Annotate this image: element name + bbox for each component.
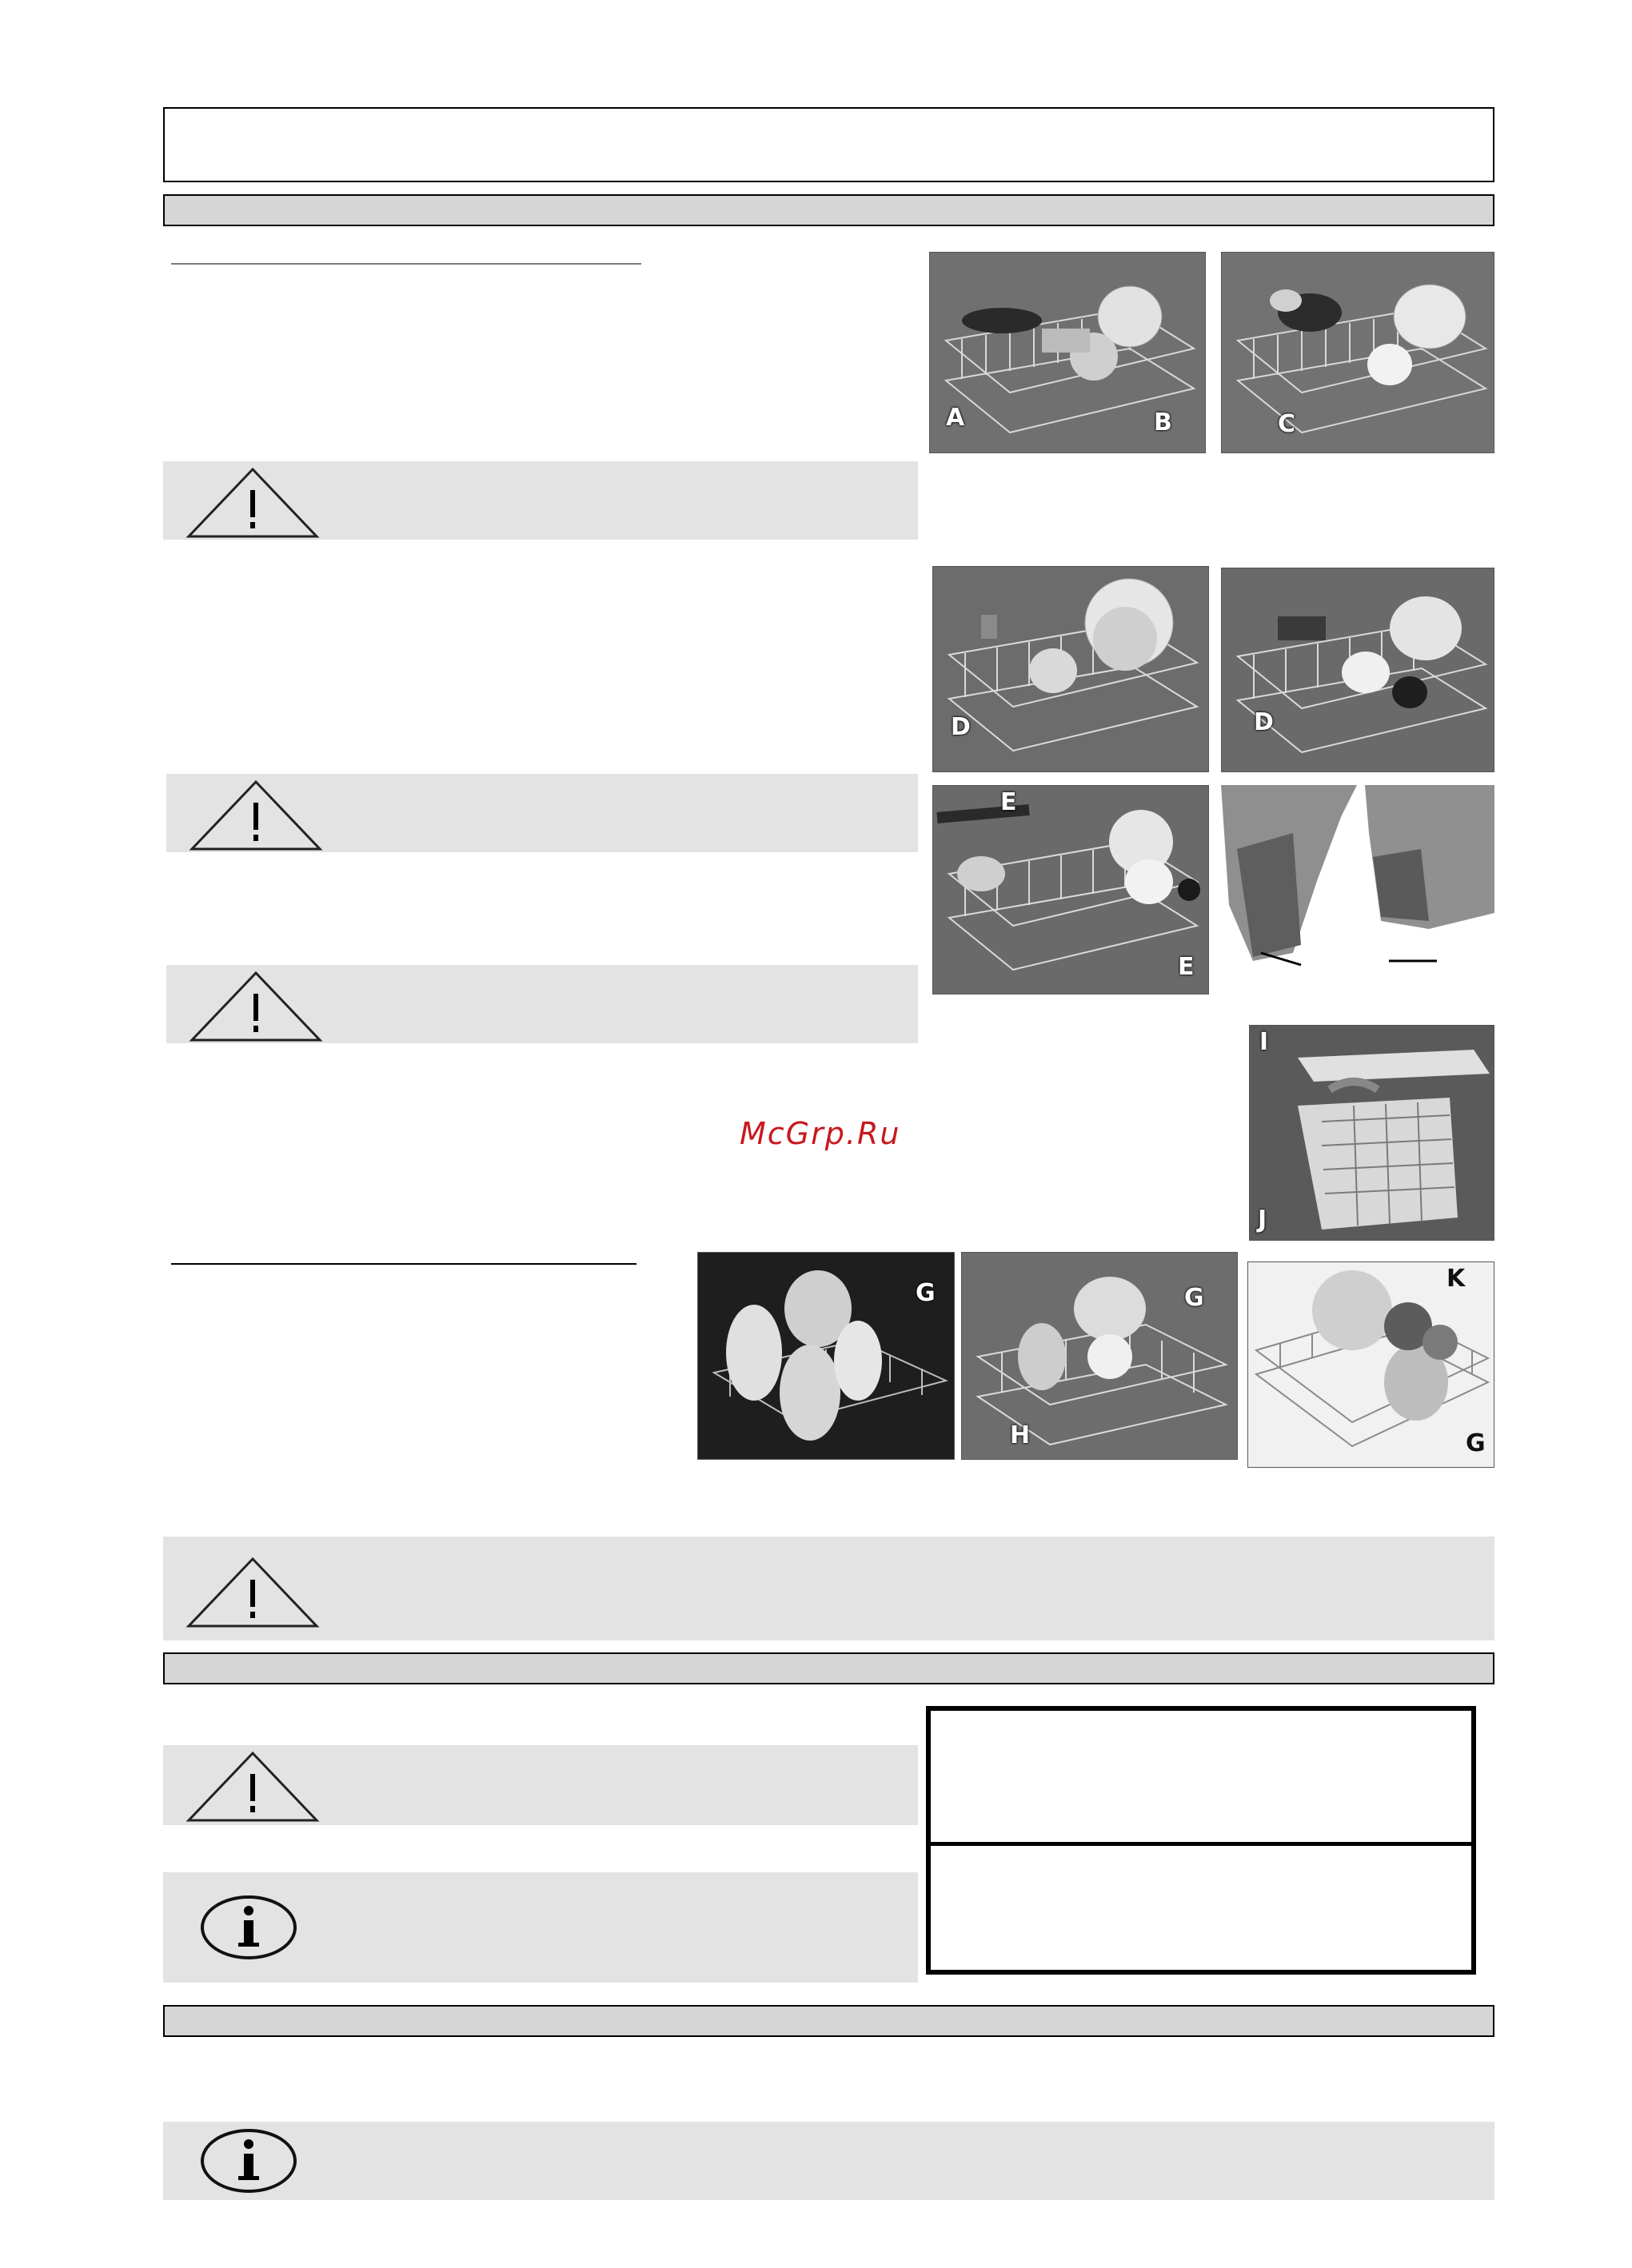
figure-label-d: D [1254,708,1274,736]
figure-label-d: D [951,713,971,741]
warning-triangle-icon [181,461,325,541]
warning-panel-2 [166,774,918,852]
figure-label-c: C [1278,410,1296,438]
info-panel-2 [163,2122,1494,2200]
warning-triangle-icon [181,1551,325,1631]
cutlery-basket-photo [1249,1025,1494,1241]
section-bar-1 [163,194,1494,226]
warning-panel-1 [163,461,918,540]
rack-photo-3 [932,566,1209,772]
figure-label-e-2: E [1178,953,1195,981]
figure-label-a: A [946,404,965,432]
figure-label-i: I [1259,1028,1269,1056]
warning-triangle-icon [184,774,328,854]
figure-label-g: G [916,1279,936,1307]
warning-triangle-icon [181,1745,325,1825]
info-panel-1 [163,1872,918,1983]
section-bar-2 [163,1652,1494,1684]
tine-detail-photo [1221,785,1494,994]
figure-label-k: K [1446,1265,1466,1293]
figure-label-g: G [1466,1429,1486,1457]
section-bar-3 [163,2005,1494,2037]
upper-rack-photo-3 [1247,1262,1494,1468]
table-divider [931,1842,1471,1846]
figure-label-g: G [1184,1284,1204,1312]
warning-panel-3 [166,965,918,1043]
page-header-box [163,107,1494,182]
subheading-rule-2 [171,1263,636,1265]
rack-photo-1 [929,252,1206,453]
info-icon [197,2125,301,2197]
warning-triangle-icon [184,965,328,1045]
subheading-rule-1 [171,263,641,265]
upper-rack-photo-1 [697,1252,955,1460]
watermark: McGrp.Ru [740,1116,901,1151]
rack-photo-4 [1221,568,1494,772]
upper-rack-photo-2 [961,1252,1238,1460]
rack-photo-5 [932,785,1209,994]
figure-label-h: H [1010,1421,1031,1449]
figure-label-e: E [1000,788,1017,816]
figure-label-j: J [1258,1206,1267,1234]
rack-photo-2 [1221,252,1494,453]
table-frame [926,1706,1476,1975]
warning-panel-5 [163,1745,918,1825]
figure-label-b: B [1154,409,1172,436]
warning-panel-4 [163,1537,1494,1640]
info-icon [197,1891,301,1963]
